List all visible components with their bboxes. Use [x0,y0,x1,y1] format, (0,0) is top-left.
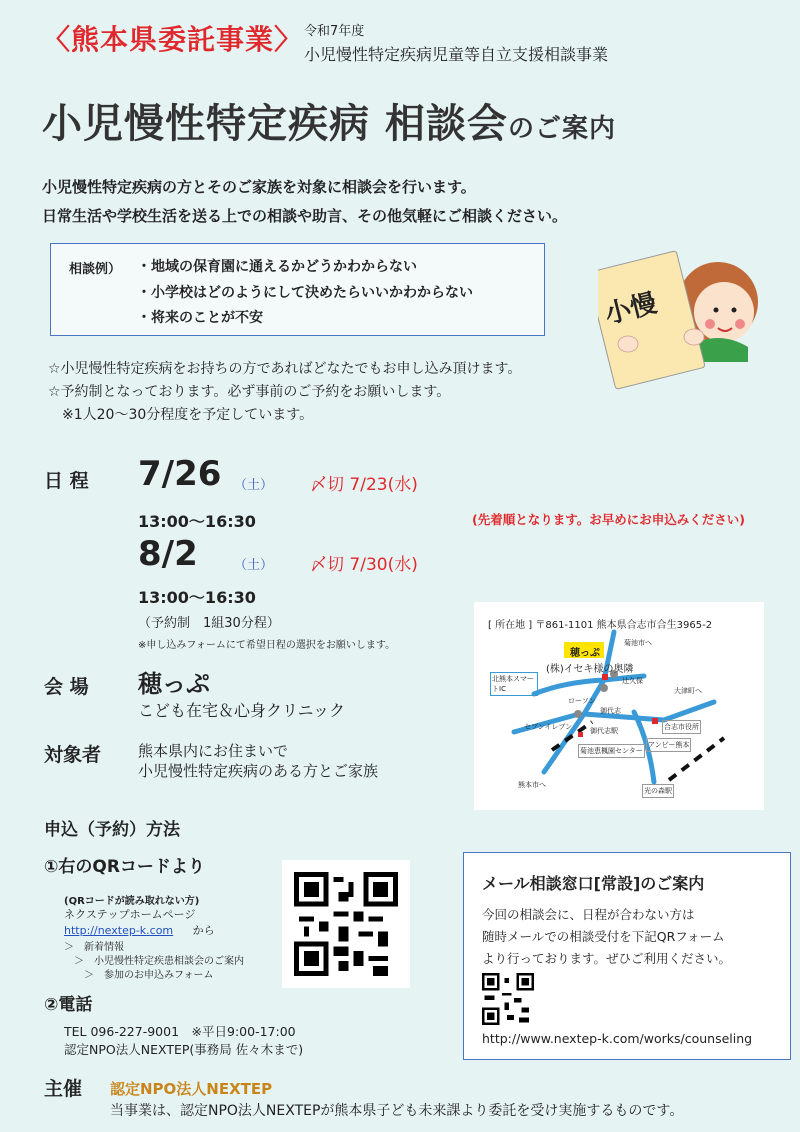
venue-subtitle: こども在宅＆心身クリニック [138,701,346,720]
illustration-girl-with-sign [598,232,758,392]
map-label: 光の森駅 [642,784,674,798]
step-item: ＞ 新着情報 [64,942,124,953]
page-title [42,92,616,149]
time-1: 13:00～16:30 [138,512,256,531]
mail-title: メール相談窓口[常設]のご案内 [482,874,705,893]
date-1: 7/26 [138,454,222,494]
time-2: 13:00～16:30 [138,588,256,607]
map-label: ローソン [568,697,596,705]
map-label: 辻久保 [622,677,643,685]
map-landmark: (株)イセキ様の奥隣 [546,664,634,675]
map-label: 御代志駅 [590,727,618,735]
step-item: ＞ 小児慢性特定疾患相談会のご案内 [74,956,244,967]
access-map [474,602,764,810]
date-2: 8/2 [138,534,198,574]
map-address: [ 所在地 ] 〒861-1101 熊本県合志市合生3965-2 [488,620,713,631]
map-label: 大津町へ [674,687,702,695]
schedule-label: 日 程 [44,470,89,492]
phone-heading: ②電話 [44,995,93,1015]
mail-qr-code[interactable] [482,973,534,1025]
map-label: 菊池市へ [624,639,652,647]
deadline-1: 〆切 7/23(水) [310,475,418,495]
organizer-name: 認定NPO法人NEXTEP [110,1080,273,1098]
mail-line: 今回の相談会に、日程が合わない方は [482,907,695,922]
target-line: 熊本県内にお住まいで [138,742,289,760]
map-label: 合志市役所 [662,720,701,734]
mail-consultation-box [463,852,791,1060]
map-label: 北熊本スマートIC [490,672,538,696]
sign-text: 小慢 [602,288,660,331]
weekday-2: （土） [234,558,274,573]
organizer-label: 主催 [44,1078,83,1100]
venue-label: 会 場 [44,676,89,698]
intro-line: 日常生活や学校生活を送る上での相談や助言、その他気軽にご相談ください。 [42,207,568,225]
examples-box [50,243,545,336]
map-label: 菊池恵楓園センター [578,744,645,758]
application-label: 申込（予約）方法 [44,820,180,840]
intro-line: 小児慢性特定疾病の方とそのご家族を対象に相談会を行います。 [42,178,476,196]
target-label: 対象者 [44,744,102,766]
homepage-row [64,922,215,938]
homepage-label: ネクステップホームページ [64,908,196,921]
reservation-note: （予約制 1組30分程） [138,616,280,631]
program-name: 小児慢性特定疾病児童等自立支援相談事業 [304,45,609,64]
application-qr-code[interactable] [282,860,410,988]
mail-url[interactable]: http://www.nextep-k.com/works/counseling [482,1031,753,1046]
weekday-1: （土） [234,478,274,493]
map-label: アンビー熊本 [646,738,691,752]
form-note: ※申し込みフォームにて希望日程の選択をお願いします。 [138,640,396,651]
qr-heading: ①右のQRコードより [44,857,205,877]
step-item: ＞ 参加のお申込みフォーム [84,970,214,981]
mail-line: 随時メールでの相談受付を下記QRフォーム [482,929,725,944]
organizer-note: 当事業は、認定NPO法人NEXTEPが熊本県子ども未来課より委託を受け実施するものです。 [110,1103,684,1119]
org-office: 認定NPO法人NEXTEP(事務局 佐々木まで) [64,1042,304,1057]
fiscal-year: 令和7年度 [304,24,365,39]
example-item: ・小学校はどのようにして決めたらいいかわからない [137,285,473,301]
map-label: 御代志 [600,707,621,715]
examples-label: 相談例） [69,262,122,277]
map-label: 熊本市へ [518,781,546,789]
title-main: 小児慢性特定疾病 相談会 [42,101,508,147]
note-line: ☆予約制となっております。必ず事前のご予約をお願いします。 [48,384,451,400]
map-label: セブンイレブン [524,723,573,731]
mail-line: より行っております。ぜひご利用ください。 [482,951,732,966]
map-place: 穂っぷ [570,648,600,659]
venue-name: 穂っぷ [138,670,210,698]
title-suffix: のご案内 [507,114,616,144]
target-line: 小児慢性特定疾病のある方とご家族 [138,762,379,780]
note-line: ☆小児慢性特定疾病をお持ちの方であればどなたでもお申し込み頂けます。 [48,361,522,377]
qr-fallback: (QRコードが読み取れない方) [64,896,200,907]
homepage-link[interactable]: http://nextep-k.com [64,924,174,937]
note-line: ※1人20～30分程度を予定しています。 [48,407,314,423]
example-item: ・地域の保育園に通えるかどうかわからない [137,259,417,275]
from-text: から [192,924,215,937]
example-item: ・将来のことが不安 [137,310,263,326]
phone-number: TEL 096-227-9001 ※平日9:00-17:00 [64,1024,296,1039]
first-come-note: (先着順となります。お早めにお申込みください) [472,512,745,527]
commission-label: 〈熊本県委託事業〉 [42,23,304,56]
deadline-2: 〆切 7/30(水) [310,555,418,575]
